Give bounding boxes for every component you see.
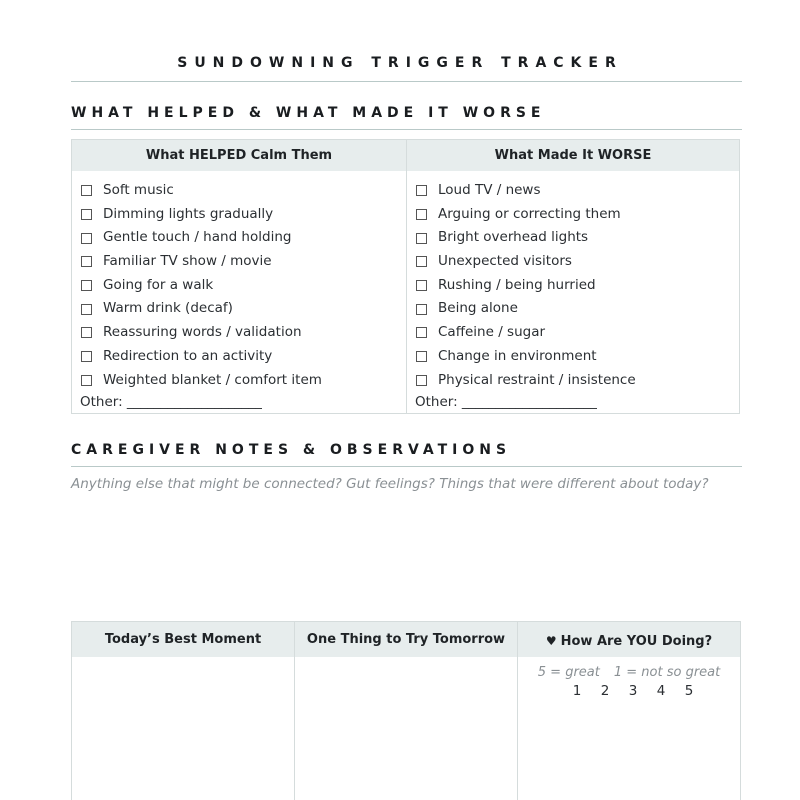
checkbox[interactable] (81, 256, 92, 267)
document-title: SUNDOWNING TRIGGER TRACKER (177, 55, 623, 71)
worse-item[interactable] (415, 179, 739, 203)
worse-list (407, 171, 739, 392)
helped-item[interactable] (80, 345, 406, 369)
notes-divider (71, 466, 742, 467)
worse-item[interactable] (415, 274, 739, 298)
checkbox[interactable] (416, 256, 427, 267)
helped-item-label: Redirection to an activity (103, 347, 273, 364)
best-moment-column[interactable] (72, 622, 295, 800)
helped-worse-divider (71, 129, 742, 130)
heart-icon: ♥ (545, 634, 557, 648)
rating-option[interactable]: 1 (572, 683, 582, 699)
helped-item-label: Familiar TV show / movie (103, 253, 272, 270)
notes-heading: CAREGIVER NOTES & OBSERVATIONS (71, 442, 512, 458)
worse-item-label: Loud TV / news (438, 182, 541, 198)
worse-item[interactable] (415, 321, 739, 345)
checkbox[interactable] (416, 185, 427, 196)
helped-item[interactable] (80, 226, 406, 250)
helped-item-label: Weighted blanket / comfort item (103, 371, 322, 388)
rating-option[interactable]: 4 (656, 683, 666, 699)
checkbox[interactable] (416, 233, 427, 244)
try-tomorrow-header: One Thing to Try Tomorrow (295, 622, 517, 657)
worse-item-label: Bright overhead lights (438, 229, 589, 246)
helped-item[interactable] (80, 250, 406, 274)
checkbox[interactable] (416, 375, 427, 386)
helped-item[interactable] (80, 321, 406, 345)
helped-header: What HELPED Calm Them (72, 140, 406, 171)
worse-item-label: Physical restraint / insistence (438, 371, 636, 388)
helped-list (72, 171, 406, 392)
worse-item-label: Being alone (438, 300, 518, 317)
helped-worse-table (71, 139, 740, 414)
worse-item[interactable] (415, 226, 739, 250)
worse-item-label: Rushing / being hurried (438, 276, 596, 293)
helped-other-field[interactable]: Other: ____________________ (80, 394, 262, 411)
scale-legend-high: 5 = great (537, 665, 600, 680)
scale-legend-low: 1 = not so great (613, 665, 721, 680)
checkbox[interactable] (416, 304, 427, 315)
worse-item[interactable] (415, 369, 739, 393)
worse-item-label: Arguing or correcting them (438, 205, 621, 222)
helped-item-label: Going for a walk (103, 276, 214, 293)
rating-option[interactable]: 3 (628, 683, 638, 699)
worse-item[interactable] (415, 250, 739, 274)
helped-item[interactable] (80, 369, 406, 393)
rating-option[interactable]: 2 (600, 683, 610, 699)
helped-item[interactable] (80, 203, 406, 227)
how-are-you-column (518, 622, 740, 800)
checkbox[interactable] (81, 280, 92, 291)
notes-prompt: Anything else that might be connected? Gut feelings? Things that were different about today? (71, 476, 709, 492)
checkbox[interactable] (81, 209, 92, 220)
checkbox[interactable] (81, 327, 92, 338)
worse-other-field[interactable]: Other: ____________________ (415, 394, 597, 411)
checkbox[interactable] (81, 351, 92, 362)
checkbox[interactable] (81, 304, 92, 315)
try-tomorrow-column[interactable] (295, 622, 518, 800)
checkbox[interactable] (81, 375, 92, 386)
helped-item[interactable] (80, 179, 406, 203)
worse-item-label: Change in environment (438, 347, 597, 364)
worse-item[interactable] (415, 203, 739, 227)
worse-item[interactable] (415, 345, 739, 369)
rating-scale (518, 683, 740, 699)
scale-legend (518, 665, 740, 680)
helped-column (72, 140, 407, 413)
worse-item[interactable] (415, 297, 739, 321)
worse-item-label: Caffeine / sugar (438, 324, 546, 341)
checkbox[interactable] (416, 209, 427, 220)
helped-item-label: Reassuring words / validation (103, 324, 302, 341)
helped-item-label: Dimming lights gradually (103, 205, 274, 222)
helped-item-label: Gentle touch / hand holding (103, 229, 292, 246)
title-divider (71, 81, 742, 82)
checkbox[interactable] (416, 280, 427, 291)
helped-item[interactable] (80, 274, 406, 298)
checkbox[interactable] (416, 327, 427, 338)
worse-header: What Made It WORSE (407, 140, 739, 171)
checkbox[interactable] (81, 233, 92, 244)
checkbox[interactable] (81, 185, 92, 196)
helped-worse-heading: WHAT HELPED & WHAT MADE IT WORSE (71, 105, 546, 121)
helped-item-label: Warm drink (decaf) (103, 300, 233, 317)
how-are-you-label: How Are YOU Doing? (560, 634, 713, 649)
checkbox[interactable] (416, 351, 427, 362)
how-are-you-header (518, 622, 740, 657)
worse-column (407, 140, 739, 413)
helped-item[interactable] (80, 297, 406, 321)
helped-item-label: Soft music (103, 182, 174, 198)
rating-option[interactable]: 5 (684, 683, 694, 699)
worse-item-label: Unexpected visitors (438, 253, 572, 270)
daily-summary-table (71, 621, 741, 800)
best-moment-header: Today’s Best Moment (72, 622, 294, 657)
